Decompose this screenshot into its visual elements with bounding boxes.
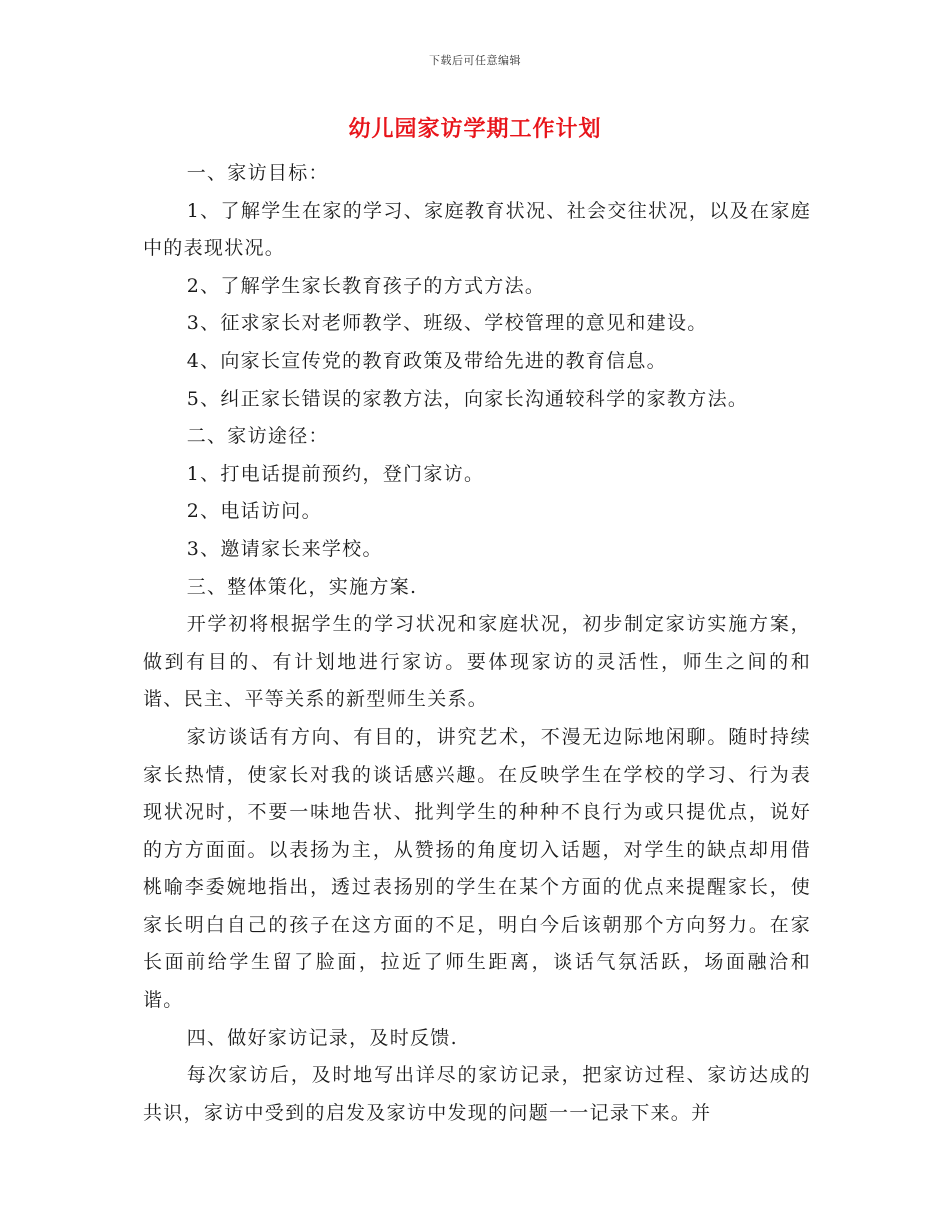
- section-heading-channels: 二、家访途径：: [186, 425, 329, 448]
- records-paragraph-1: 每次家访后，及时地写出详尽的家访记录，把家访过程、家访达成的共识，家访中受到的启发及家访中发现的问题一一记录下来。并: [143, 1064, 811, 1124]
- goal-item-2: 2、了解学生家长教育孩子的方式方法。: [186, 274, 546, 297]
- channel-item-1: 1、打电话提前预约，登门家访。: [186, 462, 485, 485]
- plan-paragraph-1: 开学初将根据学生的学习状况和家庭状况，初步制定家访实施方案，做到有目的、有计划地进行家访。要体现家访的灵活性，师生之间的和谐、民主、平等关系的新型师生关系。: [143, 613, 811, 711]
- section-heading-plan: 三、整体策化，实施方案.: [186, 575, 418, 598]
- section-heading-records: 四、做好家访记录，及时反馈.: [186, 1026, 458, 1049]
- header-note: 下载后可任意编辑: [429, 54, 521, 67]
- document-body: [143, 155, 811, 1132]
- plan-paragraph-2: 家访谈话有方向、有目的，讲究艺术，不漫无边际地闲聊。随时持续家长热情，使家长对我的谈话感兴趣。在反映学生在学校的学习、行为表现状况时，不要一味地告状、批判学生的种种不良行为或只提优点，说好的方方面面。以表扬为主，从赞扬的角度切入话题，对学生的缺点却用借桃喻李委婉地指出，透过表扬别的学生在某个方面的优点来提醒家长，使家长明白自己的孩子在这方面的不足，明白今后该朝那个方向努力。在家长面前给学生留了脸面，拉近了师生距离，谈话气氛活跃，场面融洽和谐。: [143, 725, 811, 1012]
- channel-item-2: 2、电话访问。: [186, 500, 322, 523]
- goal-item-4: 4、向家长宣传党的教育政策及带给先进的教育信息。: [186, 349, 667, 372]
- channel-item-3: 3、邀请家长来学校。: [186, 537, 383, 560]
- goal-item-3: 3、征求家长对老师教学、班级、学校管理的意见和建设。: [186, 312, 708, 335]
- document-title: 幼儿园家访学期工作计划: [348, 116, 602, 142]
- goal-item-1: 1、了解学生在家的学习、家庭教育状况、社会交往状况，以及在家庭中的表现状况。: [143, 199, 811, 260]
- goal-item-5: 5、纠正家长错误的家教方法，向家长沟通较科学的家教方法。: [186, 387, 749, 410]
- section-heading-goals: 一、家访目标：: [186, 162, 329, 184]
